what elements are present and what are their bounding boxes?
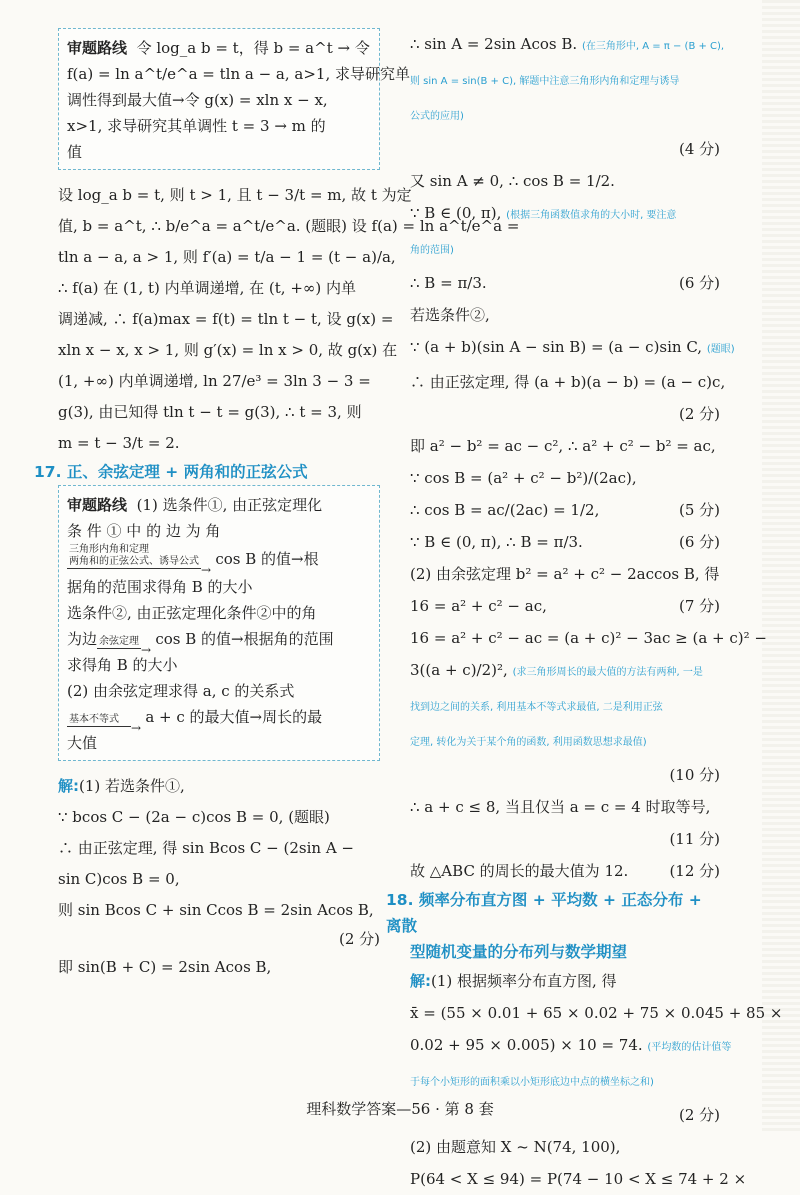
review-route-box-1 (58, 28, 410, 170)
score: (6 分) (678, 533, 720, 551)
question-18-heading-cont: 型随机变量的分布列与数学期望 (410, 943, 628, 961)
math-text: 3((a + c)/2)², (410, 661, 508, 679)
math-text: 16 = a² + c² − ac = (a + c)² − 3ac ≥ (a + c)² − (410, 629, 767, 647)
line-content (410, 197, 676, 232)
text-line (410, 654, 720, 689)
solution-17-text (58, 771, 380, 983)
text-line: ∴ 由正弦定理, 得 sin Bcos C − (2sin A − (58, 839, 354, 857)
math-text: 即 a² − b² = ac − c², ∴ a² + c² − b² = ac, (410, 437, 716, 455)
text-line (410, 462, 720, 494)
line-content (410, 299, 490, 331)
math-text: 16 = a² + c² − ac, (410, 597, 547, 615)
text-line (410, 1131, 720, 1163)
line-content (410, 1163, 746, 1195)
box-arrow-line (67, 544, 371, 574)
text-line (410, 232, 720, 267)
text-line (410, 1163, 747, 1195)
line-content (410, 724, 647, 759)
score: (4 分) (678, 140, 720, 158)
text-line: ∵ bcos C − (2a − c)cos B = 0, (题眼) (58, 808, 330, 826)
text-line (410, 724, 720, 759)
text-line (410, 791, 720, 823)
line-content (410, 855, 628, 887)
line-content (410, 558, 719, 590)
text-line: tln a − a, a > 1, 则 f′(a) = t/a − 1 = (t − a)/a, (58, 248, 396, 266)
box-title: 审题路线 (67, 39, 128, 57)
text-line (410, 855, 720, 887)
math-text: ∴ B = π/3. (410, 274, 487, 292)
text-line (410, 526, 720, 558)
text-line (410, 1064, 720, 1099)
math-text: ∴ cos B = ac/(2ac) = 1/2, (410, 501, 600, 519)
text-line (410, 398, 720, 430)
review-route-box-2 (58, 485, 380, 761)
text-line: xln x − x, x > 1, 则 g′(x) = ln x > 0, 故 g(x) 在 (58, 341, 398, 359)
annotation-note: (求三角形周长的最大值的方法有两种, 一是 (512, 667, 703, 678)
score: (2 分) (678, 1106, 720, 1124)
arrow-label (67, 544, 201, 569)
math-text: 若选条件②, (410, 306, 490, 324)
line-content (410, 791, 710, 823)
annotation-note: (平均数的估计值等 (647, 1042, 732, 1053)
math-text: ∴ a + c ≤ 8, 当且仅当 a = c = 4 时取等号, (410, 798, 711, 816)
annotation-note: 定理, 转化为关于某个角的函数, 利用函数思想求最值) (410, 737, 647, 748)
text-line: sin C)cos B = 0, (58, 870, 180, 888)
box-line: 据角的范围求得角 B 的大小 (67, 578, 253, 596)
line-content (410, 366, 725, 398)
text-line (410, 689, 720, 724)
text-line (410, 63, 720, 98)
text-line (410, 267, 720, 299)
text-line (410, 997, 783, 1029)
arrow-label-top: 三角形内角和定理 (69, 544, 149, 555)
line-content (410, 331, 735, 366)
line-content (410, 654, 703, 689)
text-line: 设 log_a b = t, 则 t > 1, 且 t − 3/t = m, 故 t 为定 (58, 186, 412, 204)
line-content (410, 1131, 620, 1163)
text-line (410, 494, 720, 526)
line-content (410, 98, 464, 133)
text-line: (1, +∞) 内单调递增, ln 27/e³ = 3ln 3 − 3 = (58, 372, 371, 390)
box-line: f(a) = ln a^t/e^a = tln a − a, a>1, 求导研究单 (67, 65, 410, 83)
math-text: ∵ B ∈ (0, π), ∴ B = π/3. (410, 533, 583, 551)
text-line (410, 366, 726, 398)
solution-label: 解: (410, 972, 431, 990)
page-footer: 理科数学答案—56 · 第 8 套 (306, 1100, 494, 1118)
box-line: (1) 选条件①, 由正弦定理化 (136, 496, 323, 514)
line-content (410, 232, 454, 267)
text-line: 则 sin Bcos C + sin Ccos B = 2sin Acos B, (58, 901, 374, 919)
box-arrow-line (67, 704, 371, 730)
line-content (410, 28, 724, 63)
math-text: (2) 由余弦定理 b² = a² + c² − 2accos B, 得 (410, 565, 720, 583)
score: (7 分) (678, 597, 720, 615)
line-content (410, 526, 583, 558)
text-line (410, 165, 720, 197)
annotation-note: 公式的应用) (410, 111, 464, 122)
score: (11 分) (669, 830, 720, 848)
math-text: 故 △ABC 的周长的最大值为 12. (410, 862, 629, 880)
line-content (410, 622, 767, 654)
arrow-label-bottom: 两角和的正弦公式、诱导公式 (69, 556, 199, 567)
text-line: m = t − 3/t = 2. (58, 434, 180, 452)
text-line (410, 622, 767, 654)
text-line: 值, b = a^t, ∴ b/e^a = a^t/e^a. (题眼) 设 f(a) = ln a^t/e^a = (58, 217, 520, 235)
math-text: ∵ (a + b)(sin A − sin B) = (a − c)sin C, (410, 338, 703, 356)
box-line: cos B 的值→根 (215, 550, 319, 568)
math-text: x̄ = (55 × 0.01 + 65 × 0.02 + 75 × 0.045 + 85 × (410, 1004, 783, 1022)
math-text: ∴ sin A = 2sin Acos B. (410, 35, 578, 53)
text-line (410, 331, 735, 366)
annotation-note: 则 sin A = sin(B + C), 解题中注意三角形内角和定理与诱导 (410, 76, 680, 87)
text-line (410, 28, 725, 63)
line-content (410, 430, 716, 462)
box-arrow-line (67, 626, 371, 652)
text-line (410, 197, 720, 232)
text-line (410, 133, 720, 165)
box-line: a + c 的最大值→周长的最 (145, 708, 323, 726)
text-line (410, 759, 720, 791)
line-content (410, 1029, 731, 1064)
score: (12 分) (669, 862, 720, 880)
solution-18-text (410, 997, 783, 1195)
math-text: 0.02 + 95 × 0.005) × 10 = 74. (410, 1036, 643, 1054)
text-line (410, 98, 720, 133)
text-line (410, 590, 720, 622)
box-line: cos B 的值→根据角的范围 (155, 630, 334, 648)
box-line: 为边 (67, 630, 98, 648)
question-18-heading: 18. 频率分布直方图 + 平均数 + 正态分布 + 离散 (386, 891, 702, 935)
text-line (410, 823, 720, 855)
box-line: 值 (67, 143, 83, 161)
line-content (410, 997, 782, 1029)
text-line (410, 430, 720, 462)
score: (2 分) (338, 930, 380, 948)
annotation-note: 于每个小矩形的面积乘以小矩形底边中点的横坐标之和) (410, 1077, 654, 1088)
score: (6 分) (678, 274, 720, 292)
math-text: (2) 由题意知 X ~ N(74, 100), (410, 1138, 621, 1156)
text-line: ∴ f(a) 在 (1, t) 内单调递增, 在 (t, +∞) 内单 (58, 279, 357, 297)
math-text: 又 sin A ≠ 0, ∴ cos B = 1/2. (410, 172, 615, 190)
text-line: 即 sin(B + C) = 2sin Acos B, (58, 958, 272, 976)
box-line: 选条件②, 由正弦定理化条件②中的角 (67, 604, 317, 622)
arrow-label: 余弦定理 → (97, 636, 141, 649)
text-line: (1) 若选条件①, (79, 777, 185, 795)
line-content (410, 63, 679, 98)
line-content (410, 1064, 654, 1099)
line-content (410, 494, 599, 526)
annotation-note: 角的范围) (410, 245, 454, 256)
arrow-label: 基本不等式 → (67, 714, 131, 727)
question-17-heading: 17. 正、余弦定理 + 两角和的正弦公式 (34, 463, 308, 481)
scan-edge (762, 0, 800, 1131)
box-line: 调性得到最大值→令 g(x) = xln x − x, (67, 91, 328, 109)
line-content (410, 267, 487, 299)
line-content (410, 462, 637, 494)
solution-17-continued (410, 28, 767, 887)
annotation-note: (在三角形中, A = π − (B + C), (581, 41, 725, 52)
math-text: P(64 < X ≤ 94) = P(74 − 10 < X ≤ 74 + 2 × (410, 1170, 747, 1188)
math-text: ∵ B ∈ (0, π), (410, 204, 502, 222)
text-line: g(3), 由已知得 tln t − t = g(3), ∴ t = 3, 则 (58, 403, 362, 421)
text-line (410, 558, 720, 590)
math-text: ∵ cos B = (a² + c² − b²)/(2ac), (410, 469, 637, 487)
box-line: (2) 由余弦定理求得 a, c 的关系式 (67, 682, 295, 700)
annotation-note: 找到边之间的关系, 利用基本不等式求最值, 二是利用正弦 (410, 702, 663, 713)
text-line: 调递减, ∴ f(a)max = f(t) = tln t − t, 设 g(x) = (58, 310, 394, 328)
score: (10 分) (669, 766, 720, 784)
score: (5 分) (678, 501, 720, 519)
annotation-note: (根据三角函数值求角的大小时, 要注意 (506, 210, 677, 221)
solution-label: 解: (58, 777, 79, 795)
text-line: (1) 根据频率分布直方图, 得 (431, 972, 617, 990)
annotation-note: (题眼) (706, 344, 735, 355)
box-line: x>1, 求导研究其单调性 t = 3 → m 的 (67, 117, 326, 135)
math-text: ∴ 由正弦定理, 得 (a + b)(a − b) = (a − c)c, (410, 373, 726, 391)
box-line: 令 log_a b = t，得 b = a^t → 令 (136, 39, 370, 57)
line-content (410, 590, 547, 622)
line-content (410, 689, 663, 724)
line-content (410, 165, 615, 197)
text-line (410, 1029, 732, 1064)
box-line: 大值 (67, 734, 98, 752)
box-title: 审题路线 (67, 496, 128, 514)
box-line: 条 件 ① 中 的 边 为 角 (67, 522, 221, 540)
score: (2 分) (678, 405, 720, 423)
box-line: 求得角 B 的大小 (67, 656, 178, 674)
text-line (410, 299, 720, 331)
